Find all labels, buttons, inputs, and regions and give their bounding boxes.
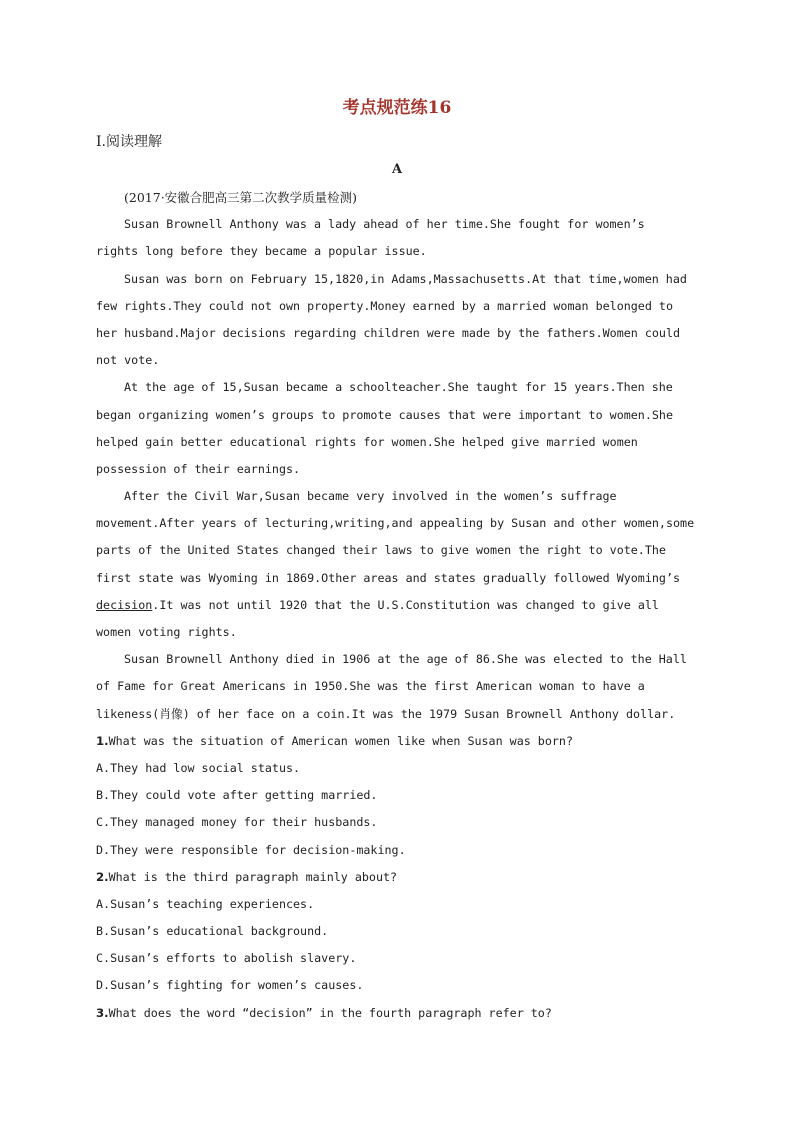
question-number: 1. — [96, 733, 109, 748]
question-2 — [96, 864, 696, 891]
paragraph-3-line-1: At the age of 15,Susan became a schoolteacher.She taught for 15 years.Then she — [124, 380, 673, 395]
question-text: What was the situation of American women like when Susan was born? — [108, 733, 573, 748]
question-number: 3. — [96, 1005, 109, 1020]
question-text: What does the word “decision” in the fourth paragraph refer to? — [108, 1005, 552, 1020]
question-1 — [96, 728, 696, 755]
question-1-option-b: B.They could vote after getting married. — [96, 788, 378, 803]
paragraph-4-line-5-rest: .It was not until 1920 that the U.S.Constitution was changed to give all — [152, 597, 659, 612]
question-1-option-d: D.They were responsible for decision-making. — [96, 842, 406, 857]
paragraph-2-line-1: Susan was born on February 15,1820,in Adams,Massachusetts.At that time,women had — [124, 271, 687, 286]
paragraph-3-line-2: began organizing women’s groups to promote causes that were important to women.She — [96, 407, 673, 422]
paragraph-1-line-1: Susan Brownell Anthony was a lady ahead of her time.She fought for women’s — [124, 217, 645, 232]
paragraph-4-line-1: After the Civil War,Susan became very involved in the women’s suffrage — [124, 489, 617, 504]
paragraph-5-line-2: of Fame for Great Americans in 1950.She was the first American woman to have a — [96, 679, 645, 694]
passage-source: (2017·安徽合肥高三第二次教学质量检测) — [124, 190, 358, 205]
paragraph-4-line-4: first state was Wyoming in 1869.Other areas and states gradually followed Wyoming’s — [96, 570, 681, 585]
question-2-option-d: D.Susan’s fighting for women’s causes. — [96, 978, 364, 993]
paragraph-2-line-4: not vote. — [96, 353, 160, 368]
passage-letter: A — [391, 162, 403, 177]
question-2-option-b: B.Susan’s educational background. — [96, 924, 329, 939]
question-number: 2. — [96, 869, 109, 884]
paragraph-3-line-4: possession of their earnings. — [96, 461, 301, 476]
question-text: What is the third paragraph mainly about? — [108, 869, 398, 884]
paragraph-4-line-2: movement.After years of lecturing,writing,and appealing by Susan and other women,some — [96, 516, 695, 531]
paragraph-4-line-3: parts of the United States changed their laws to give women the right to vote.The — [96, 543, 666, 558]
page-title: 考点规范练16 — [342, 98, 452, 118]
paragraph-4-line-6: women voting rights. — [96, 625, 237, 639]
passage-content — [96, 184, 696, 1027]
underlined-word-decision: decision — [96, 597, 153, 612]
question-2-option-a: A.Susan’s teaching experiences. — [96, 896, 315, 911]
section-heading: Ⅰ.阅读理解 — [96, 134, 162, 150]
paragraph-4-line-5 — [96, 592, 696, 619]
question-1-option-a: A.They had low social status. — [96, 760, 301, 775]
paragraph-5-line-3: likeness(肖像) of her face on a coin.It was the 1979 Susan Brownell Anthony dollar. — [96, 706, 676, 721]
paragraph-5-line-1: Susan Brownell Anthony died in 1906 at the age of 86.She was elected to the Hall — [124, 652, 687, 667]
paragraph-2-line-3: her husband.Major decisions regarding children were made by the fathers.Women could — [96, 325, 681, 340]
question-3 — [96, 1000, 696, 1027]
paragraph-2-line-2: few rights.They could not own property.Money earned by a married woman belonged to — [96, 298, 673, 313]
question-1-option-c: C.They managed money for their husbands. — [96, 815, 378, 830]
question-2-option-c: C.Susan’s efforts to abolish slavery. — [96, 951, 357, 966]
paragraph-3-line-3: helped gain better educational rights for women.She helped give married women — [96, 434, 638, 449]
paragraph-1-line-2: rights long before they became a popular issue. — [96, 244, 427, 259]
